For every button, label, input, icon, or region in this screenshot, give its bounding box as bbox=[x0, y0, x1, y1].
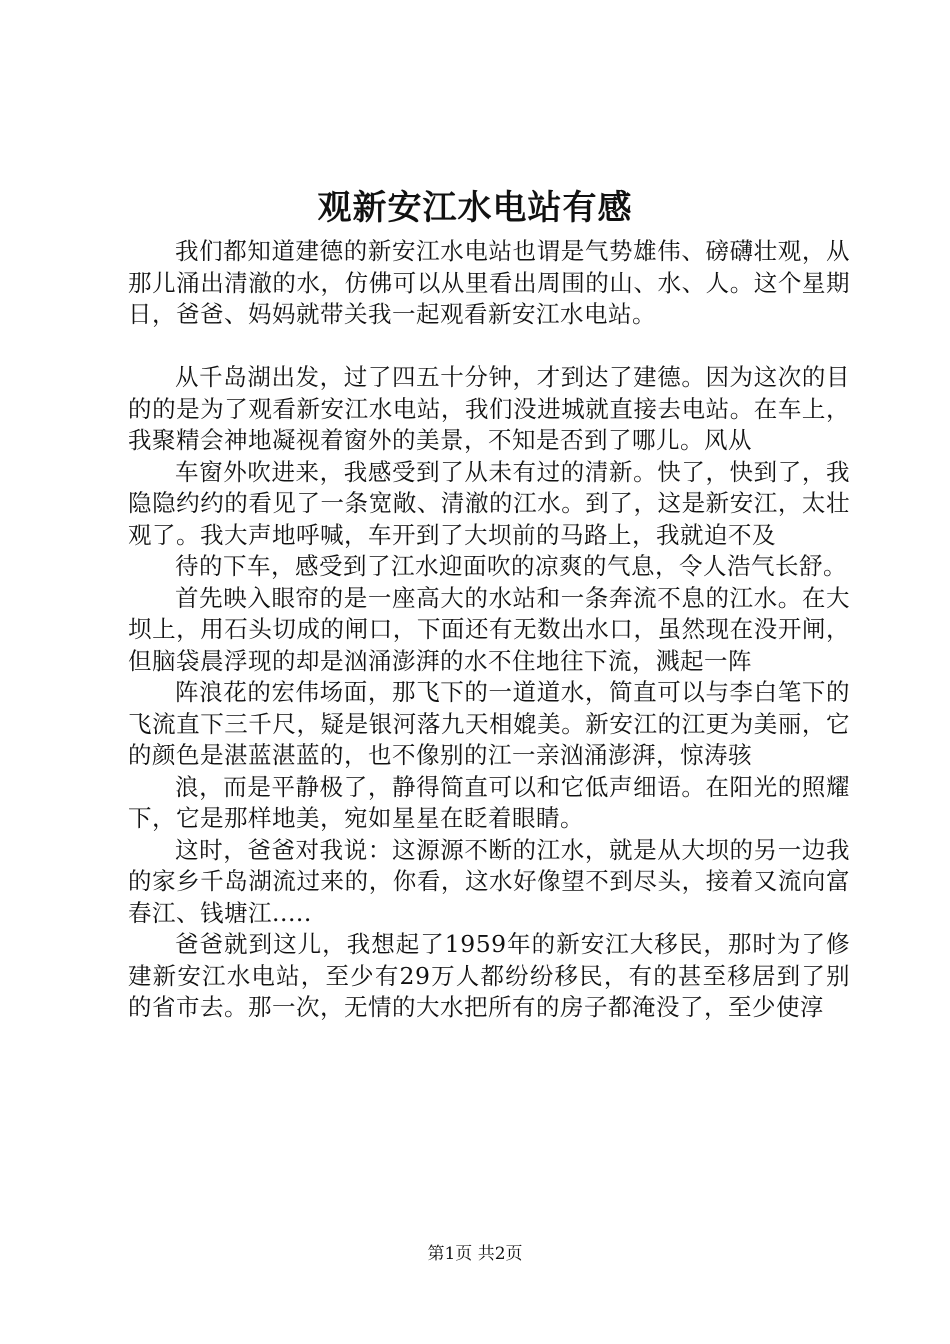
document-title: 观新安江水电站有感 bbox=[317, 188, 633, 228]
paragraph-gap bbox=[128, 331, 850, 363]
paragraph-1: 我们都知道建德的新安江水电站也谓是气势雄伟、磅礴壮观，从那儿涌出清澈的水，仿佛可以从里看出周围的山、水、人。这个星期日，爸爸、妈妈就带关我一起观看新安江水电站。 bbox=[128, 237, 850, 328]
paragraph-3: 车窗外吹进来，我感受到了从未有过的清新。快了，快到了，我隐隐约约的看见了一条宽敞、清澈的江水。到了，这是新安江，太壮观了。我大声地呼喊，车开到了大坝前的马路上，我就迫不及 bbox=[128, 457, 850, 549]
paragraph-6: 阵浪花的宏伟场面，那飞下的一道道水，简直可以与李白笔下的飞流直下三千尺，疑是银河落九天相媲美。新安江的江更为美丽，它的颜色是湛蓝湛蓝的，也不像别的江一亲汹涌澎湃，惊涛骇 bbox=[128, 678, 850, 769]
paragraph-7: 浪，而是平静极了，静得简直可以和它低声细语。在阳光的照耀下，它是那样地美，宛如星星在眨着眼睛。 bbox=[128, 772, 850, 832]
paragraph-4: 待的下车，感受到了江水迎面吹的凉爽的气息，令人浩气长舒。 bbox=[175, 552, 847, 580]
document-body bbox=[128, 236, 850, 1024]
paragraph-5: 首先映入眼帘的是一座高大的水站和一条奔流不息的江水。在大坝上，用石头切成的闸口，下面还有无数出水口，虽然现在没开闸，但脑袋晨浮现的却是汹涌澎湃的水不住地往下流，溅起一阵 bbox=[128, 583, 850, 675]
paragraph-2: 从千岛湖出发，过了四五十分钟，才到达了建德。因为这次的目的的是为了观看新安江水电站，我们没进城就直接去电站。在车上，我聚精会神地凝视着窗外的美景，不知是否到了哪儿。风从 bbox=[128, 363, 850, 454]
paragraph-8: 这时，爸爸对我说：这源源不断的江水，就是从大坝的另一边我的家乡千岛湖流过来的，你看，这水好像望不到尽头，接着又流向富春江、钱塘江..... bbox=[128, 835, 850, 927]
paragraph-9: 爸爸就到这儿，我想起了1959年的新安江大移民，那时为了修建新安江水电站，至少有29万人都纷纷移民，有的甚至移居到了别的省市去。那一次，无情的大水把所有的房子都淹没了，至少使淳 bbox=[128, 930, 850, 1021]
page-number-footer: 第1页 共2页 bbox=[427, 1244, 523, 1264]
